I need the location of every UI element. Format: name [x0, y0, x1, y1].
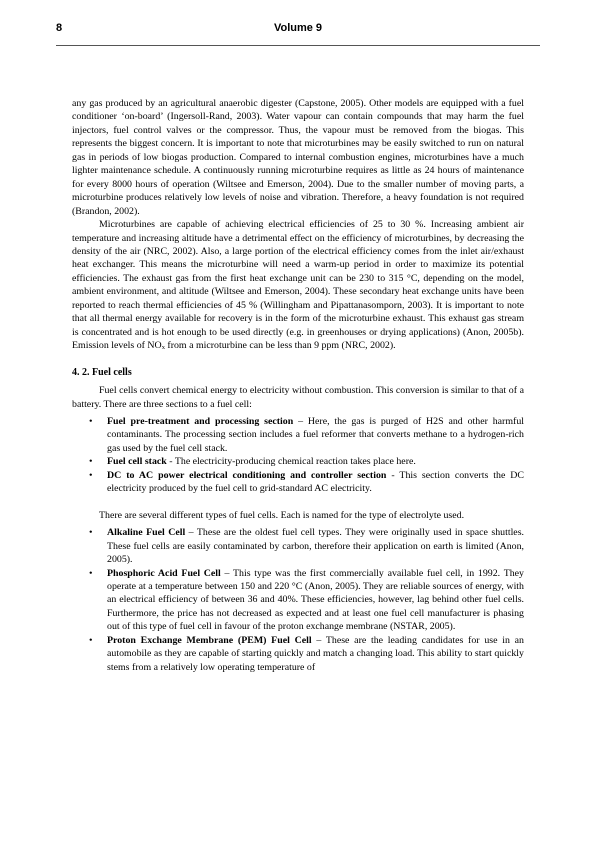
list-item-text: - The electricity-producing chemical reaction takes place here. [166, 456, 416, 468]
list-item [72, 415, 524, 455]
bullet-icon: • [89, 469, 93, 481]
list-item [72, 567, 524, 634]
paragraph-fuel-cell-types: There are several different types of fuel cells. Each is named for the type of electrolyte used. [99, 509, 465, 521]
list-item [72, 526, 524, 566]
paragraph-microturbine-maintenance: any gas produced by an agricultural anaerobic digester (Capstone, 2005). Other models are equipped with a fuel conditioner ‘on-board’ (Ingersoll-Rand, 2003). Water vapour can contain compounds that may harm the fuel injectors, fuel control valves or the compressor. Thus, the vapour must be removed from the biogas. This represents the biggest concern. It is important to note that microturbines may be easily switched to run on natural gas in periods of low biogas production. Compared to internal combustion engines, microturbines have a much lighter maintenance schedule. A continuously running microturbine requires as little as 24 hours of maintenance for every 8000 hours of operation (Wiltsee and Emerson, 2004). Due to the smaller number of moving parts, a microturbine produces relatively low levels of noise and vibration. Therefore, a heavy foundation is not required (Brandon, 2002). [72, 98, 524, 217]
list-item [72, 469, 524, 496]
list-item [72, 634, 524, 674]
bullet-icon: • [89, 415, 93, 427]
list-item-term: Proton Exchange Membrane (PEM) Fuel Cell [107, 634, 312, 646]
subscript-x: x [161, 344, 165, 352]
document-body [72, 97, 524, 674]
section-heading-fuel-cells: 4. 2. Fuel cells [72, 366, 132, 378]
bullet-icon: • [89, 527, 93, 539]
list-item-term: Fuel pre-treatment and processing section [107, 415, 294, 427]
page-number: 8 [56, 22, 63, 34]
bullet-icon: • [89, 567, 93, 579]
page-header [56, 20, 540, 40]
list-item-text: - This section converts the DC electricity produced by the fuel cell to grid-standard AC electricity. [107, 469, 525, 495]
header-divider [56, 45, 540, 46]
list-item-term: Phosphoric Acid Fuel Cell [107, 567, 221, 579]
paragraph-fuel-cell-intro: Fuel cells convert chemical energy to electricity without combustion. This conversion is similar to that of a battery. There are three sections to a fuel cell: [72, 385, 524, 410]
list-item-text: – These are the oldest fuel cell types. They were originally used in space shuttles. These fuel cells are easily contaminated by carbon, therefore their application on earth is limited (Anon, 2005). [107, 527, 525, 566]
list-item-term: DC to AC power electrical conditioning and controller section [107, 469, 387, 481]
bullet-icon: • [89, 634, 93, 646]
bullet-icon: • [89, 456, 93, 468]
list-item-text: – This type was the first commercially available fuel cell, in 1992. They operate at a temperature between 150 and 220 °C (Anon, 2005). They are reliable sources of energy, with an electrical efficiency of between 36 and 40%. These efficiencies, however, lag behind other fuel cells. Furthermore, the price has not decreased as expected and at least one fuel cell manufacturer is phasing out of this type of fuel cell in favour of the proton exchange membrane (NSTAR, 2005). [107, 567, 524, 633]
list-item-text: – These are the leading candidates for use in an automobile as they are capable of starting quickly and match a changing load. This ability to start quickly stems from a relatively low operating temperature of [107, 634, 524, 673]
list-item-term: Fuel cell stack [107, 456, 167, 468]
list-item-term: Alkaline Fuel Cell [107, 527, 186, 539]
list-item-text: – Here, the gas is purged of H2S and other harmful contaminants. The processing section includes a fuel reformer that converts methane to a hydrogen-rich gas used by the fuel cell stack. [107, 415, 524, 454]
paragraph-microturbine-efficiency [72, 218, 524, 353]
fuel-cell-sections-list [72, 415, 524, 496]
fuel-cell-types-list [72, 526, 524, 674]
volume-title: Volume 9 [273, 22, 323, 34]
paragraph-text: Microturbines are capable of achieving electrical efficiencies of 25 to 30 %. Increasing ambient air temperature and increasing altitude have a detrimental effect on the efficiency of microturbines, by decreasing the density of the air (NRC, 2002). Also, a large portion of the electrical efficiency comes from the inlet air/exhaust heat exchanger. This means the microturbine will need a warm-up period in order to maximize its potential efficiencies. The exhaust gas from the first heat exchange unit can be 230 to 315 °C, depending on the model, ambient environment, and altitude (Wiltsee and Emerson, 2004). These secondary heat exchange units have been reported to reach thermal efficiencies of 45 % (Willingham and Pipattanasomporn, 2003). It is important to note that all thermal energy available for recovery is in the form of the microturbine exhaust. This exhaust gas stream is concentrated and is hot enough to be used directly (e.g. in greenhouses or drying applications) (Anon, 2005b). Emission levels of NO [72, 219, 524, 352]
list-item [72, 455, 524, 468]
paragraph-text-end: from a microturbine can be less than 9 ppm (NRC, 2002). [164, 340, 396, 352]
